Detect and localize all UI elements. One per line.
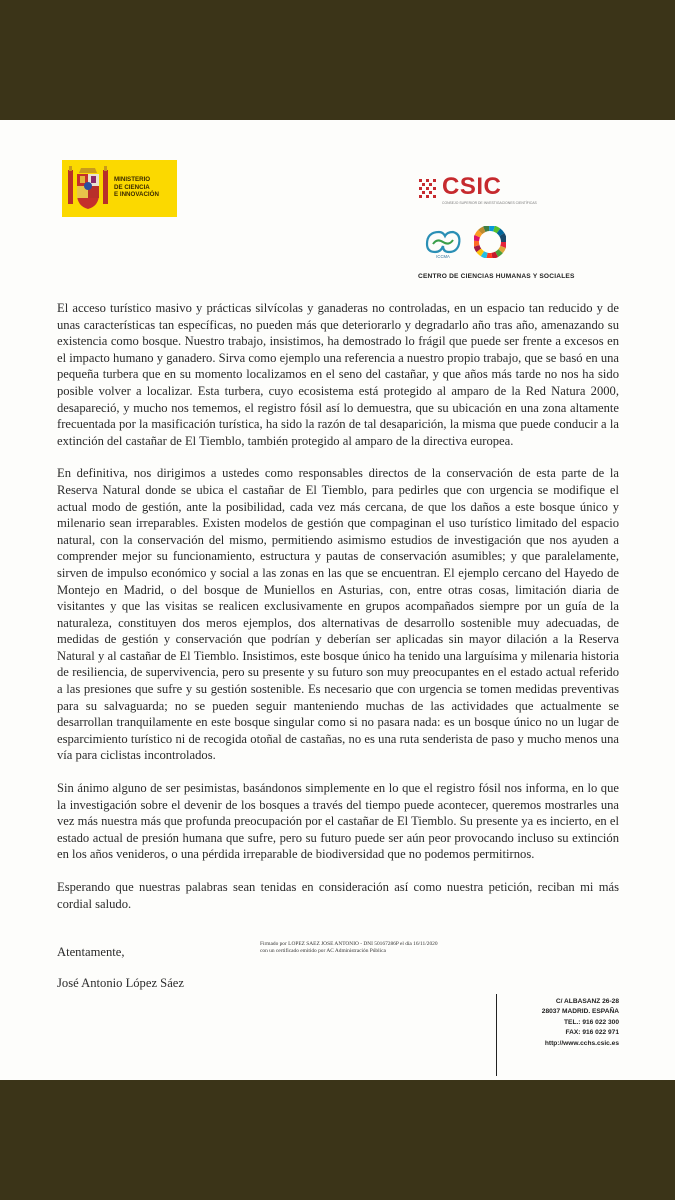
- letter-paragraph: Sin ánimo alguno de ser pesimistas, basándonos simplemente en lo que el registro fósil nos informa, en lo que la investigación sobre el devenir de los bosques a través del tiempo puede acontecer, queremos mostrarles una vez más nuestra más que profunda preocupación por el castañar de El Tiemblo. Su presente ya es incierto, en el estado actual de presión humana que sufre, pero su futuro puede ser aún peor provocando incluso su extinción en los años venideros, o una pérdida irreparable de biodiversidad que no podemos permitirnos.: [57, 781, 619, 862]
- coat-of-arms-icon: [68, 166, 108, 211]
- csic-wordmark: CSIC: [442, 173, 502, 200]
- address-divider: [496, 994, 497, 1076]
- institute-logo-label: ICCMA: [436, 254, 450, 259]
- address-fax: FAX: 916 022 971: [565, 1029, 619, 1037]
- ministry-name-line: E INNOVACIÓN: [114, 191, 159, 199]
- address-city: 28037 MADRID. ESPAÑA: [541, 1008, 619, 1016]
- digital-signature-line: Firmado por LOPEZ SAEZ JOSE ANTONIO - DNI 50167286P el día 16/11/2020: [260, 941, 438, 947]
- closing-salutation: Atentamente,: [57, 945, 125, 959]
- csic-logo: [418, 173, 537, 210]
- address-url: http://www.cchs.csic.es: [544, 1039, 619, 1047]
- letter-paragraph: El acceso turístico masivo y prácticas silvícolas y ganaderas no controladas, en un espacio tan reducido y de unas características tan específicas, no pueden más que deteriorarlo y degradarlo año tras año, amenazando su existencia como bosque. Nuestro trabajo, insistimos, ha demostrado lo frágil que puede ser frente a excesos en el impacto humano y ganadero. Sirva como ejemplo una referencia a nuestro propio trabajo, que se basó en una pequeña turbera que en su momento localizamos en el seno del castañar, y que años más tarde no nos ha sido posible volver a localizar. Esta turbera, cuyo ecosistema está protegido al amparo de la Red Natura 2000, desapareció, y mucho nos tememos, el registro fósil así lo demuestra, que su ubicación en una zona altamente frecuentada por la masificación turística, ha sido la razón de tal desaparición, la misma que puede conducir a la extinción del castañar de El Tiemblo, también protegido al amparo de la directiva europea.: [57, 301, 619, 448]
- ministry-name-line: MINISTERIO: [114, 176, 151, 183]
- letter-paragraph: Esperando que nuestras palabras sean tenidas en consideración así como nuestra petición, reciban mi más cordial saludo.: [57, 880, 619, 911]
- signatory-name: José Antonio López Sáez: [57, 976, 184, 990]
- top-dark-band: [0, 0, 675, 120]
- center-name: CENTRO DE CIENCIAS HUMANAS Y SOCIALES: [418, 273, 575, 280]
- sdg-wheel-icon: [474, 226, 506, 258]
- ministry-name-line: DE CIENCIA: [114, 183, 150, 191]
- bottom-dark-band: [0, 1080, 675, 1200]
- digital-signature-line: con un certificado emitido por AC Administración Pública: [260, 947, 386, 954]
- institute-logo-icon: [423, 228, 463, 260]
- letter-page: [0, 120, 675, 1080]
- address-block: [505, 997, 619, 1049]
- letter-body: [57, 300, 619, 912]
- address-tel: TEL.: 916 022 300: [564, 1018, 619, 1026]
- csic-subtitle: CONSEJO SUPERIOR DE INVESTIGACIONES CIENTÍFICAS: [442, 201, 537, 205]
- ministry-logo: [62, 160, 177, 217]
- letter-paragraph: En definitiva, nos dirigimos a ustedes como responsables directos de la conservación de esta parte de la Reserva Natural donde se ubica el castañar de El Tiemblo, para pedirles que con urgencia se modifique el actual modo de gestión, ante la posibilidad, cada vez más cercana, de que los daños a este bosque único y milenario sean irreparables. Existen modelos de gestión que compaginan el uso turístico limitado del espacio natural, con la conservación del mismo, permitiendo asimismo estudios de investigación que nos ayuden a comprender mejor su funcionamiento, estructura y pautas de conservación asumibles; y que paralelamente, sirven de impulso económico y social a las zonas en las que se encuentran. El ejemplo cercano del Hayedo de Montejo en Madrid, o del bosque de Muniellos en Asturias, con, entre otras cosas, limitación diaria de visitantes y que las visitas se realicen exclusivamente en grupos acompañados siempre por un guía de la naturaleza, constituyen dos meros ejemplos, dos alternativas de desarrollo sostenible muy adecuadas, de medidas de gestión y conservación que podrían y deberían ser aplicadas sin mayor dilación a la Reserva Natural y al castañar de El Tiemblo. Insistimos, este bosque único ha tenido una larguísima y milenaria historia de resiliencia, de supervivencia, pero su presente y su futuro son muy preocupantes en el estado actual referido a las presiones que sufre y su gestión sostenible. Es necesario que con urgencia se tomen medidas preventivas para su salvaguarda; no se pueden seguir manteniendo muchas de las actividades que actualmente se desarrollan tranquilamente en este bosque singular como si no pasara nada: es un bosque único no un lugar de esparcimiento turístico ni de recogida otoñal de castañas, no es una ruta senderista de paso y mucho menos una vía para ciclistas incontrolados.: [57, 466, 619, 763]
- address-street: C/ ALBASANZ 26-28: [555, 998, 619, 1005]
- ministry-name: [114, 176, 159, 199]
- csic-emblem-icon: [418, 178, 438, 200]
- digital-signature-stamp: [260, 941, 520, 954]
